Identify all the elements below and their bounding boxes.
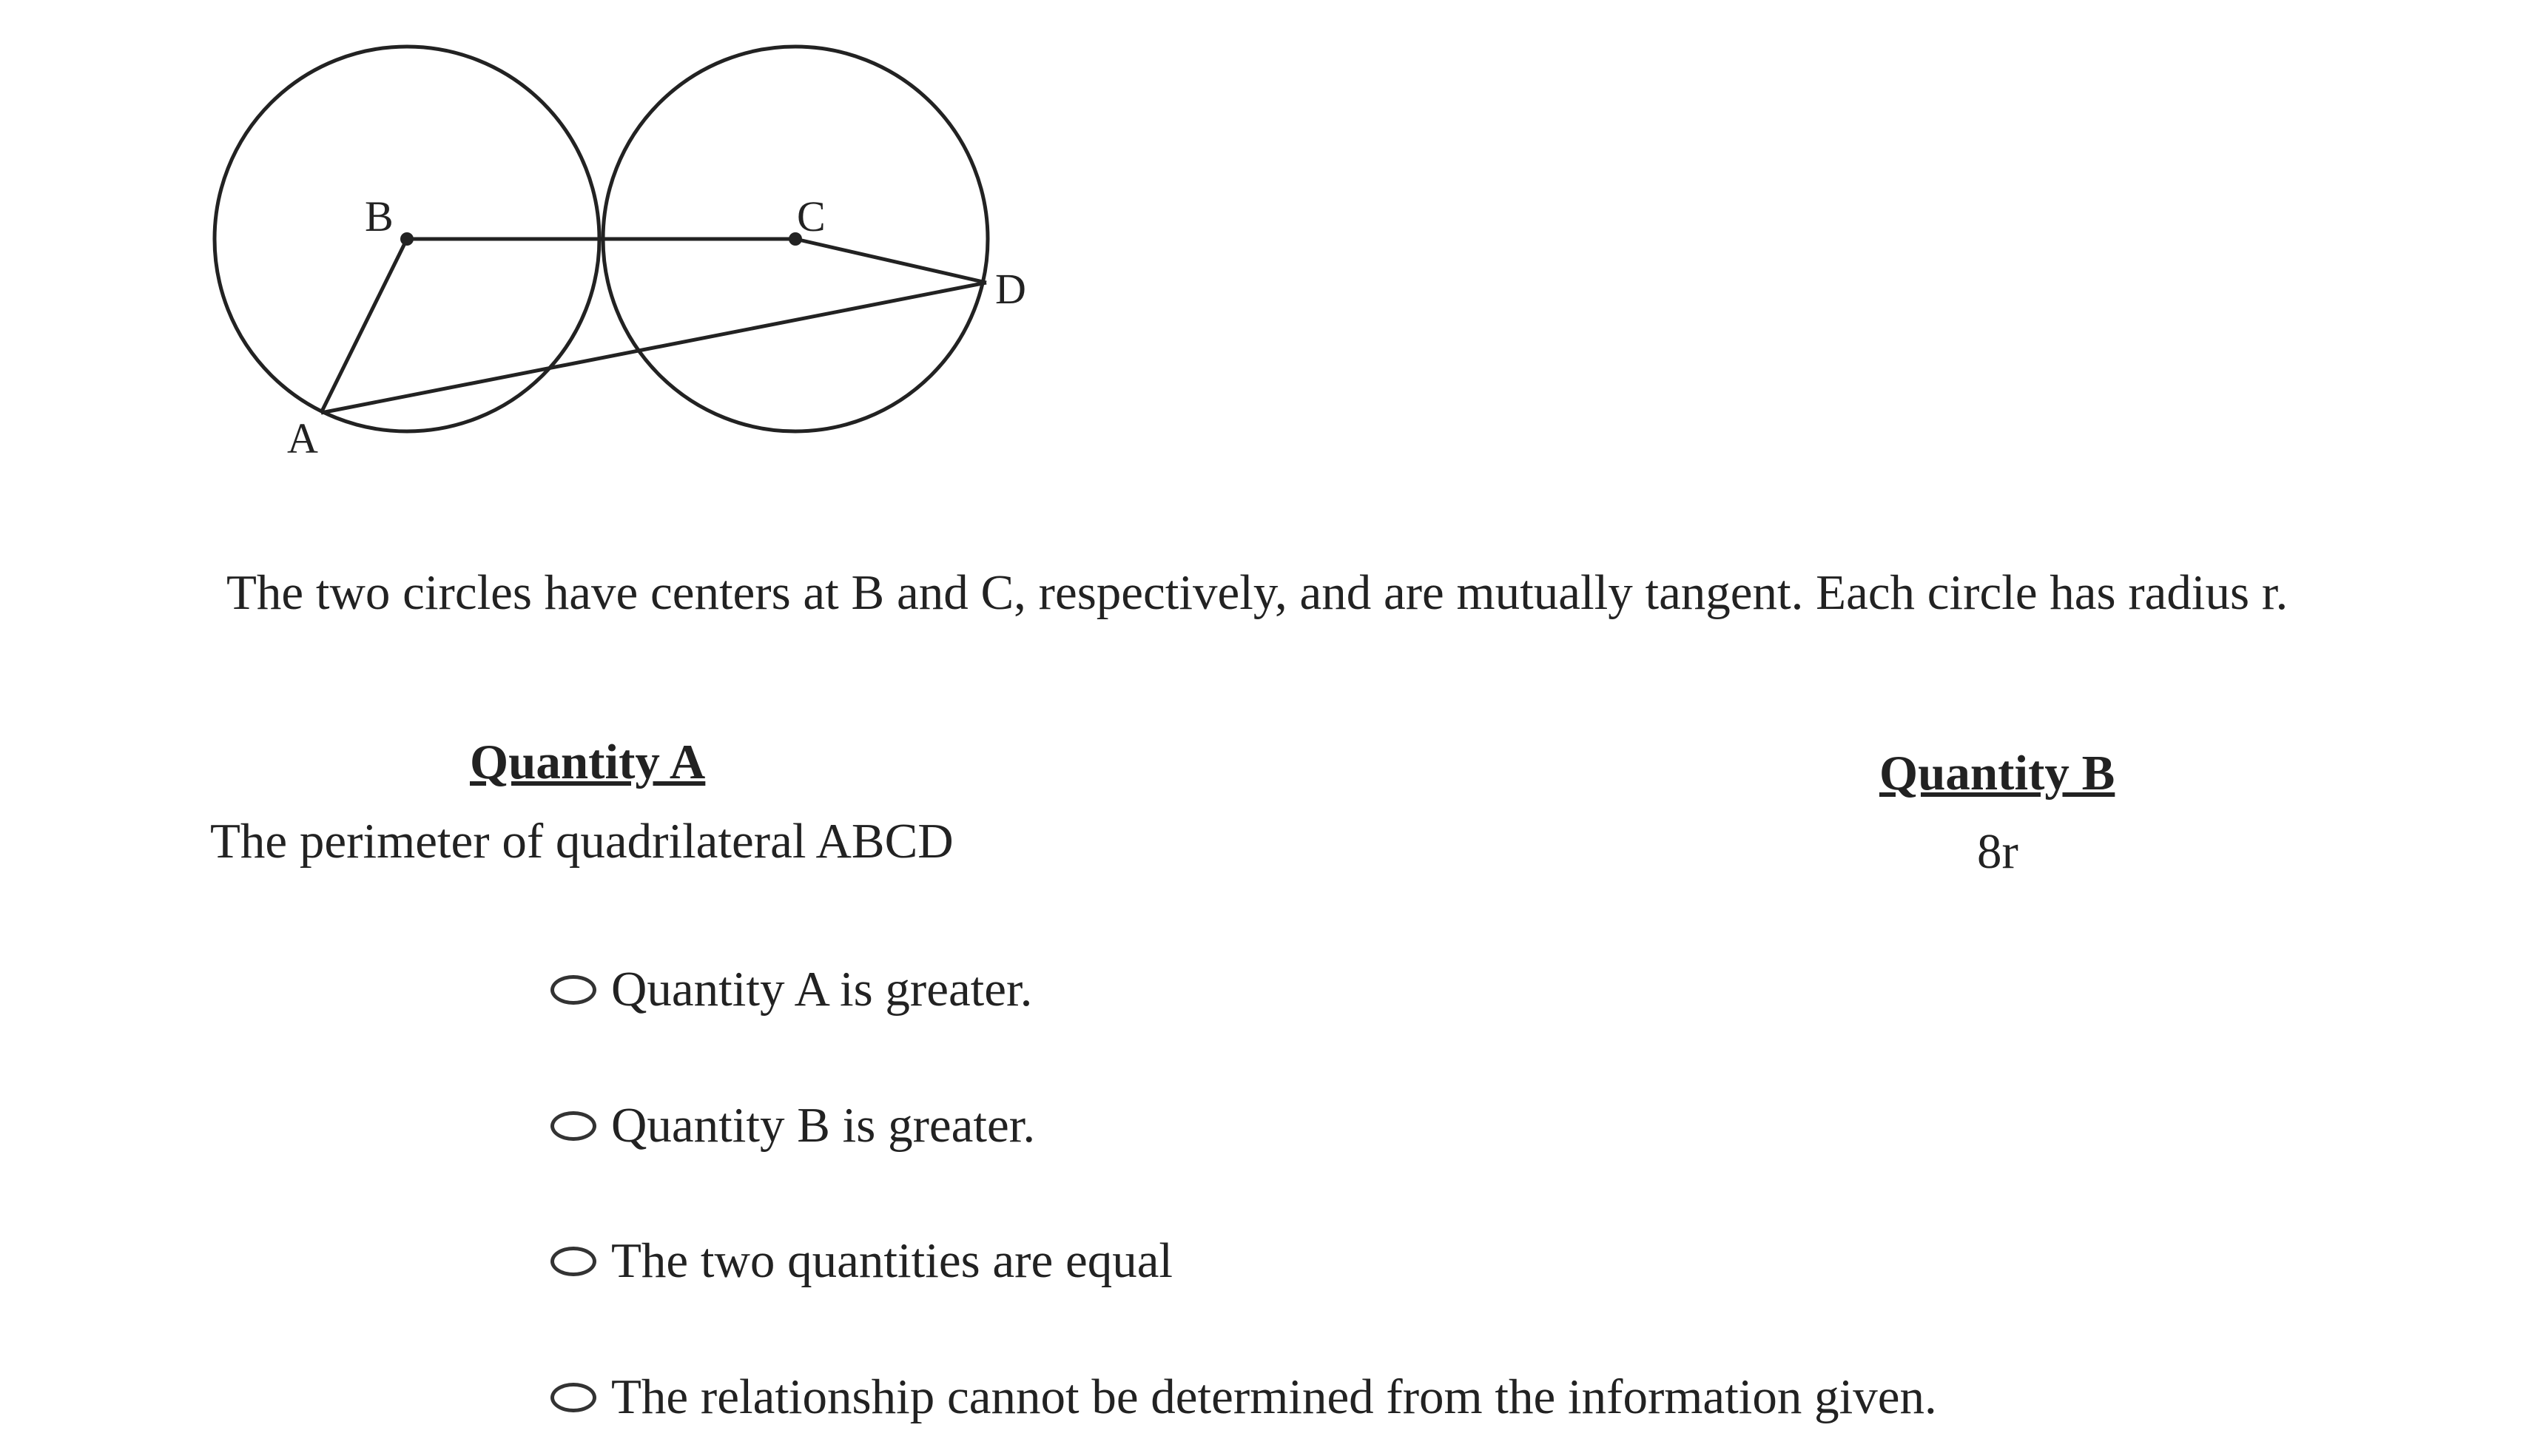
choice-label: Quantity A is greater. — [611, 962, 1033, 1017]
point-b-dot — [400, 232, 414, 246]
label-b: B — [365, 192, 394, 240]
label-d: D — [995, 265, 1026, 313]
radio-button[interactable] — [550, 1111, 596, 1141]
label-c: C — [797, 192, 826, 240]
choice-label: The two quantities are equal — [611, 1233, 1173, 1288]
choice-a-greater[interactable] — [550, 962, 1033, 1017]
radio-button[interactable] — [550, 975, 596, 1005]
quantity-a-heading: Quantity A — [470, 735, 706, 789]
quantity-b-heading: Quantity B — [1879, 746, 2115, 801]
radio-button[interactable] — [550, 1247, 596, 1276]
radio-button[interactable] — [550, 1383, 596, 1412]
quantity-a-value: The perimeter of quadrilateral ABCD — [210, 814, 954, 869]
choice-cannot-determine[interactable] — [550, 1369, 1937, 1424]
geometry-figure — [0, 0, 1110, 503]
quantity-b-value: 8r — [1977, 824, 2018, 879]
choice-b-greater[interactable] — [550, 1098, 1036, 1153]
choice-label: Quantity B is greater. — [611, 1098, 1036, 1153]
label-a: A — [287, 414, 318, 462]
segment-cd — [795, 239, 986, 283]
choice-equal[interactable] — [550, 1233, 1173, 1288]
question-stem: The two circles have centers at B and C, respectively, and are mutually tangent. Each circle has radius r. — [226, 565, 2288, 620]
segment-ab — [321, 239, 407, 413]
segment-ad — [321, 283, 986, 413]
choice-label: The relationship cannot be determined from the information given. — [611, 1369, 1937, 1424]
